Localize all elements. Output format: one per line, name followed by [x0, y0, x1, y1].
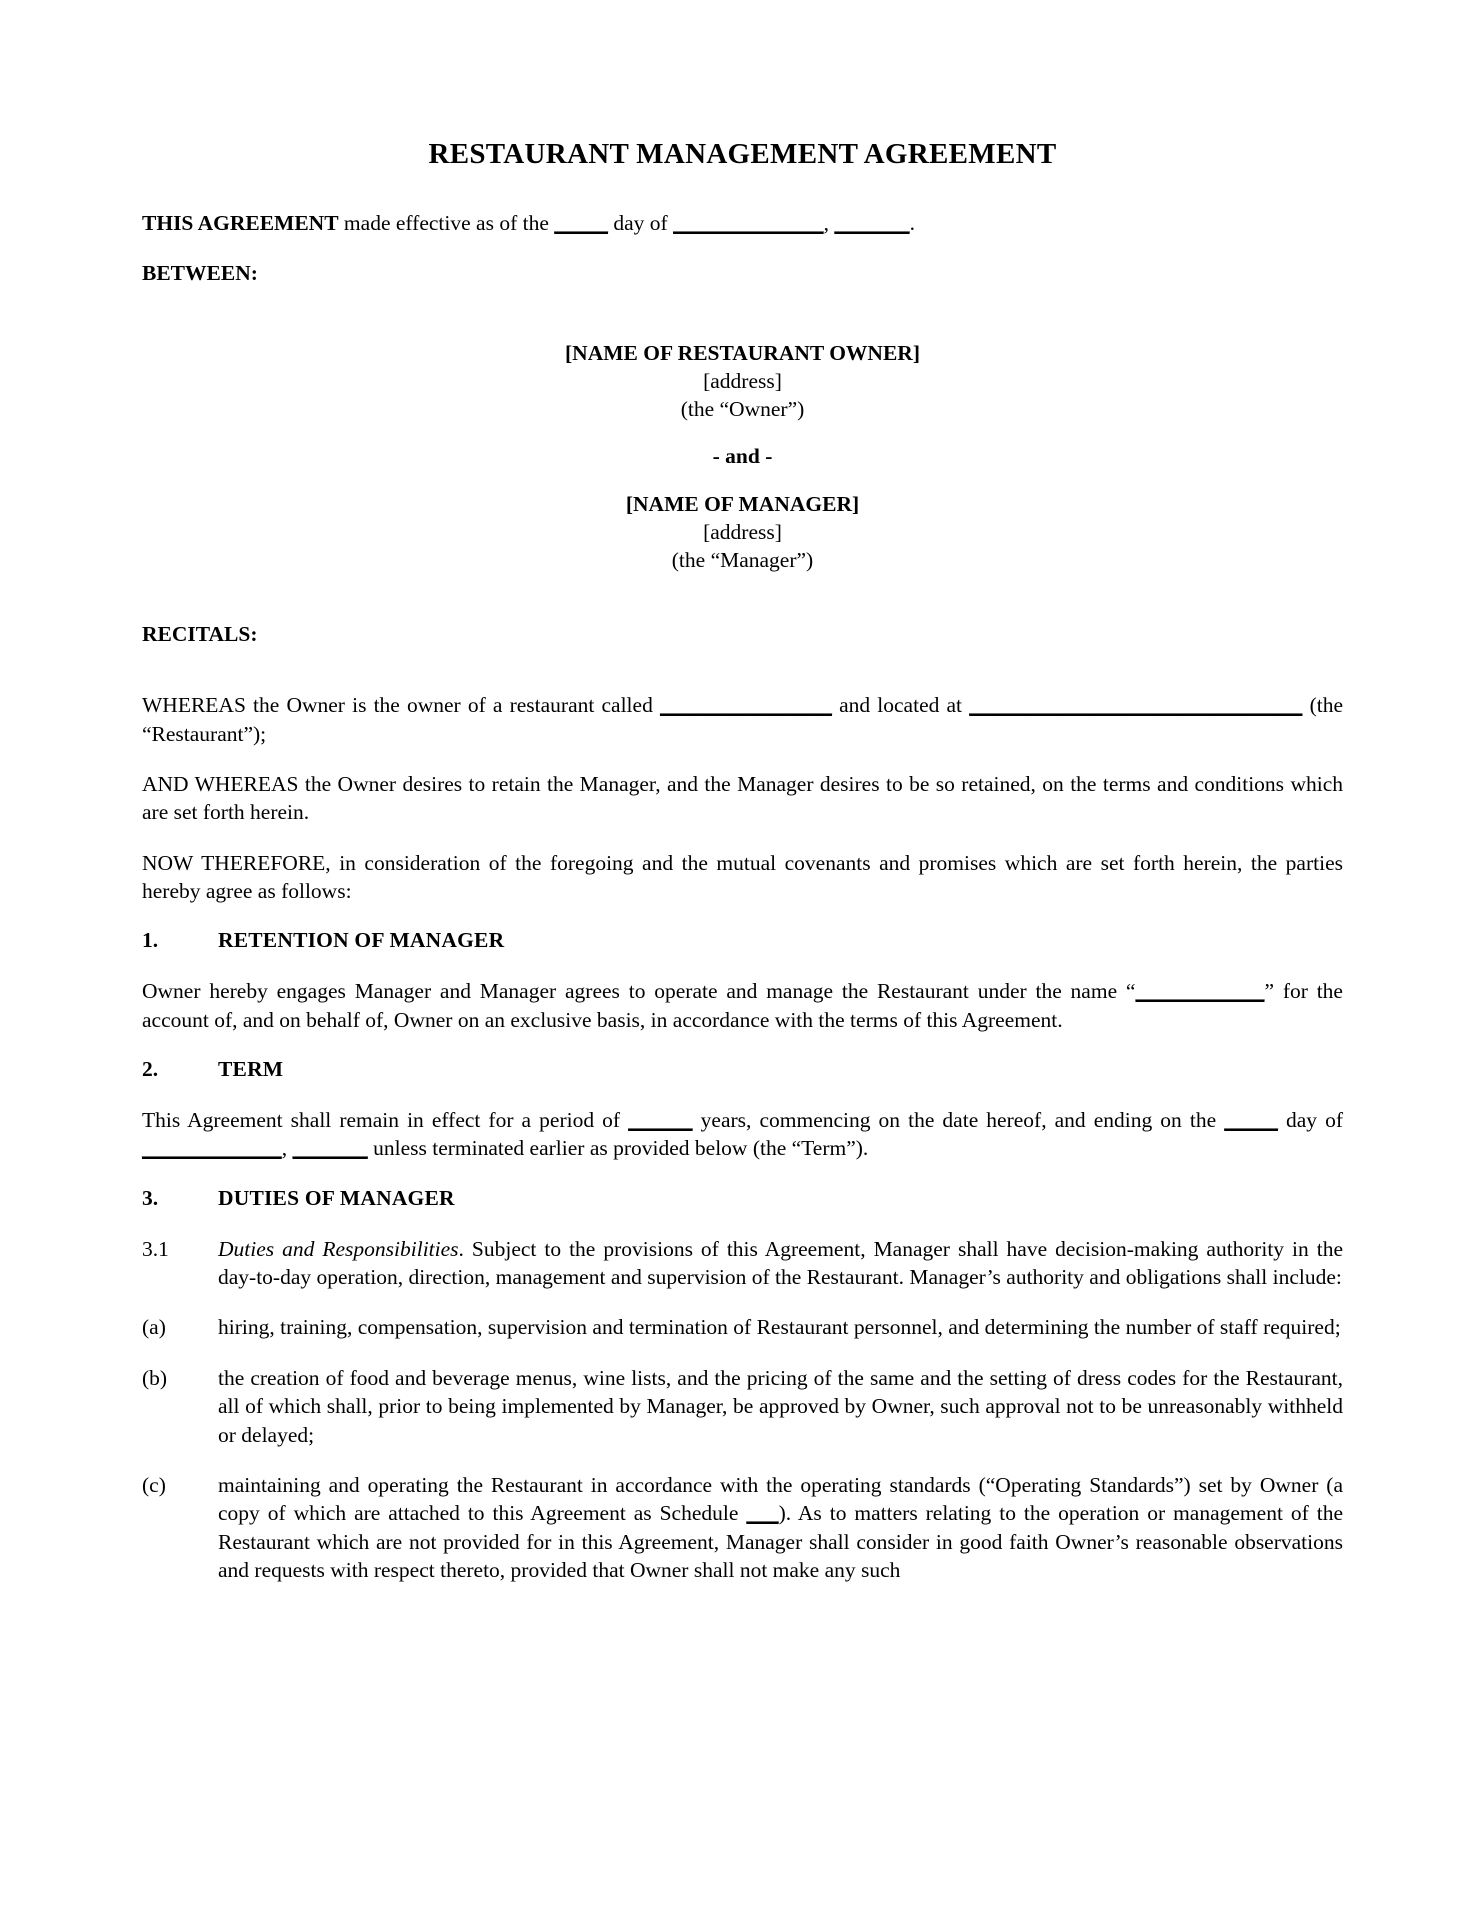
section-1-number: 1. — [142, 928, 159, 953]
blank-term-years: ______ — [628, 1108, 693, 1133]
party-manager-block — [142, 491, 1343, 575]
recital-1-text-1: WHEREAS the Owner is the owner of a restaurant called — [142, 693, 660, 718]
section-2-title: TERM — [218, 1057, 284, 1082]
blank-restaurant-address: _______________________________ — [969, 693, 1303, 718]
section-2-text-5: unless terminated earlier as provided below (the “Term”). — [367, 1136, 869, 1161]
effective-date-paragraph — [142, 209, 1343, 237]
section-1-text-1: Owner hereby engages Manager and Manager agrees to operate and manage the Restaurant under the name “ — [142, 979, 1136, 1004]
owner-address: [address] — [703, 368, 782, 393]
intro-text-2: day of — [608, 211, 674, 236]
recital-1-text-3: (the “Restaurant”); — [142, 693, 1343, 746]
recital-paragraph-3: NOW THEREFORE, in consideration of the foregoing and the mutual covenants and promises which are set forth herein, the parties hereby agree as follows: — [142, 850, 1343, 904]
list-item — [142, 1313, 1343, 1341]
list-item-c-mark: (c) — [142, 1472, 166, 1497]
manager-name: [NAME OF MANAGER] — [625, 492, 860, 517]
section-3-number: 3. — [142, 1185, 159, 1210]
blank-term-year: _______ — [292, 1136, 368, 1161]
blank-trade-name: ____________ — [1135, 979, 1265, 1004]
section-heading-2 — [142, 1056, 1343, 1084]
spacer — [142, 471, 1343, 491]
section-1-title: RETENTION OF MANAGER — [218, 928, 505, 953]
subsection-3-1-number: 3.1 — [142, 1236, 169, 1261]
section-2-text-4: , — [281, 1136, 293, 1161]
section-2-text-2: years, commencing on the date hereof, and ending on the — [692, 1108, 1225, 1133]
this-agreement-lead: THIS AGREEMENT — [142, 211, 339, 236]
spacer — [142, 671, 1343, 691]
subsection-3-1-body — [218, 1235, 1343, 1292]
blank-restaurant-name: ________________ — [659, 693, 832, 718]
owner-defined-term: (the “Owner”) — [680, 396, 805, 421]
section-2-number: 2. — [142, 1057, 159, 1082]
recital-paragraph-2: AND WHEREAS the Owner desires to retain the Manager, and the Manager desires to be so retained, on the terms and conditions which are set forth herein. — [142, 771, 1343, 825]
blank-year: _______ — [834, 211, 910, 236]
section-2-text-1: This Agreement shall remain in effect for a period of — [142, 1108, 629, 1133]
manager-defined-term: (the “Manager”) — [671, 548, 814, 573]
spacer — [142, 575, 1343, 621]
party-owner-block — [142, 340, 1343, 424]
section-3-title: DUTIES OF MANAGER — [218, 1185, 455, 1210]
list-item — [142, 1364, 1343, 1449]
recitals-label: RECITALS: — [142, 622, 258, 647]
intro-text-3: , — [823, 211, 835, 236]
section-2-text-3: day of — [1277, 1108, 1344, 1133]
section-heading-3 — [142, 1185, 1343, 1213]
blank-day: _____ — [554, 211, 608, 236]
spacer — [142, 310, 1343, 340]
list-item-c-text-2: ). As to matters relating to the operation or management of the Restaurant which are not provided for in this Agreement, Manager shall consider in good faith Owner’s reasonable observations and requests with respect thereto, provided that Owner shall not make any such — [218, 1501, 1343, 1583]
intro-text-1: made effective as of the — [338, 211, 555, 236]
subsection-3-1 — [142, 1235, 1343, 1292]
blank-schedule: ___ — [746, 1501, 779, 1526]
list-item-a-mark: (a) — [142, 1315, 166, 1340]
subsection-3-1-italic-title: Duties and Responsibilities — [218, 1236, 459, 1261]
and-separator: - and - — [712, 444, 773, 469]
section-1-body — [142, 977, 1343, 1034]
list-item-c-text-1: maintaining and operating the Restaurant in accordance with the operating standards (“Operating Standards”) set by Owner (a copy of which are attached to this Agreement as Schedule — [218, 1472, 1343, 1526]
list-item-c-text — [218, 1471, 1343, 1585]
section-2-body — [142, 1106, 1343, 1163]
list-item-b-text: the creation of food and beverage menus, wine lists, and the pricing of the same and the setting of dress codes for the Restaurant, all of which shall, prior to being implemented by Manager, be approved by Owner, such approval not to be unreasonably withheld or delayed; — [218, 1365, 1343, 1447]
intro-text-4: . — [909, 211, 915, 236]
spacer — [142, 423, 1343, 443]
blank-month: ______________ — [673, 211, 824, 236]
page-title: RESTAURANT MANAGEMENT AGREEMENT — [428, 138, 1057, 170]
section-heading-1 — [142, 927, 1343, 955]
blank-term-day: _____ — [1224, 1108, 1278, 1133]
list-item-a-text: hiring, training, compensation, supervision and termination of Restaurant personnel, and determining the number of staff required; — [218, 1315, 1341, 1340]
blank-term-month: _____________ — [142, 1136, 282, 1161]
recital-paragraph-1 — [142, 691, 1343, 748]
subsection-3-1-text: . Subject to the provisions of this Agreement, Manager shall have decision-making authority in the day-to-day operation, direction, management and supervision of the Restaurant. Manager’s authority and obligations shall include: — [218, 1236, 1344, 1290]
recital-1-text-2: and located at — [831, 693, 970, 718]
manager-address: [address] — [703, 520, 782, 545]
owner-name: [NAME OF RESTAURANT OWNER] — [565, 340, 920, 365]
list-item-b-mark: (b) — [142, 1365, 168, 1390]
section-1-text-2: ” for the account of, and on behalf of, Owner on an exclusive basis, in accordance with the terms of this Agreement. — [142, 979, 1343, 1032]
list-item — [142, 1471, 1343, 1585]
between-label: BETWEEN: — [142, 260, 258, 285]
